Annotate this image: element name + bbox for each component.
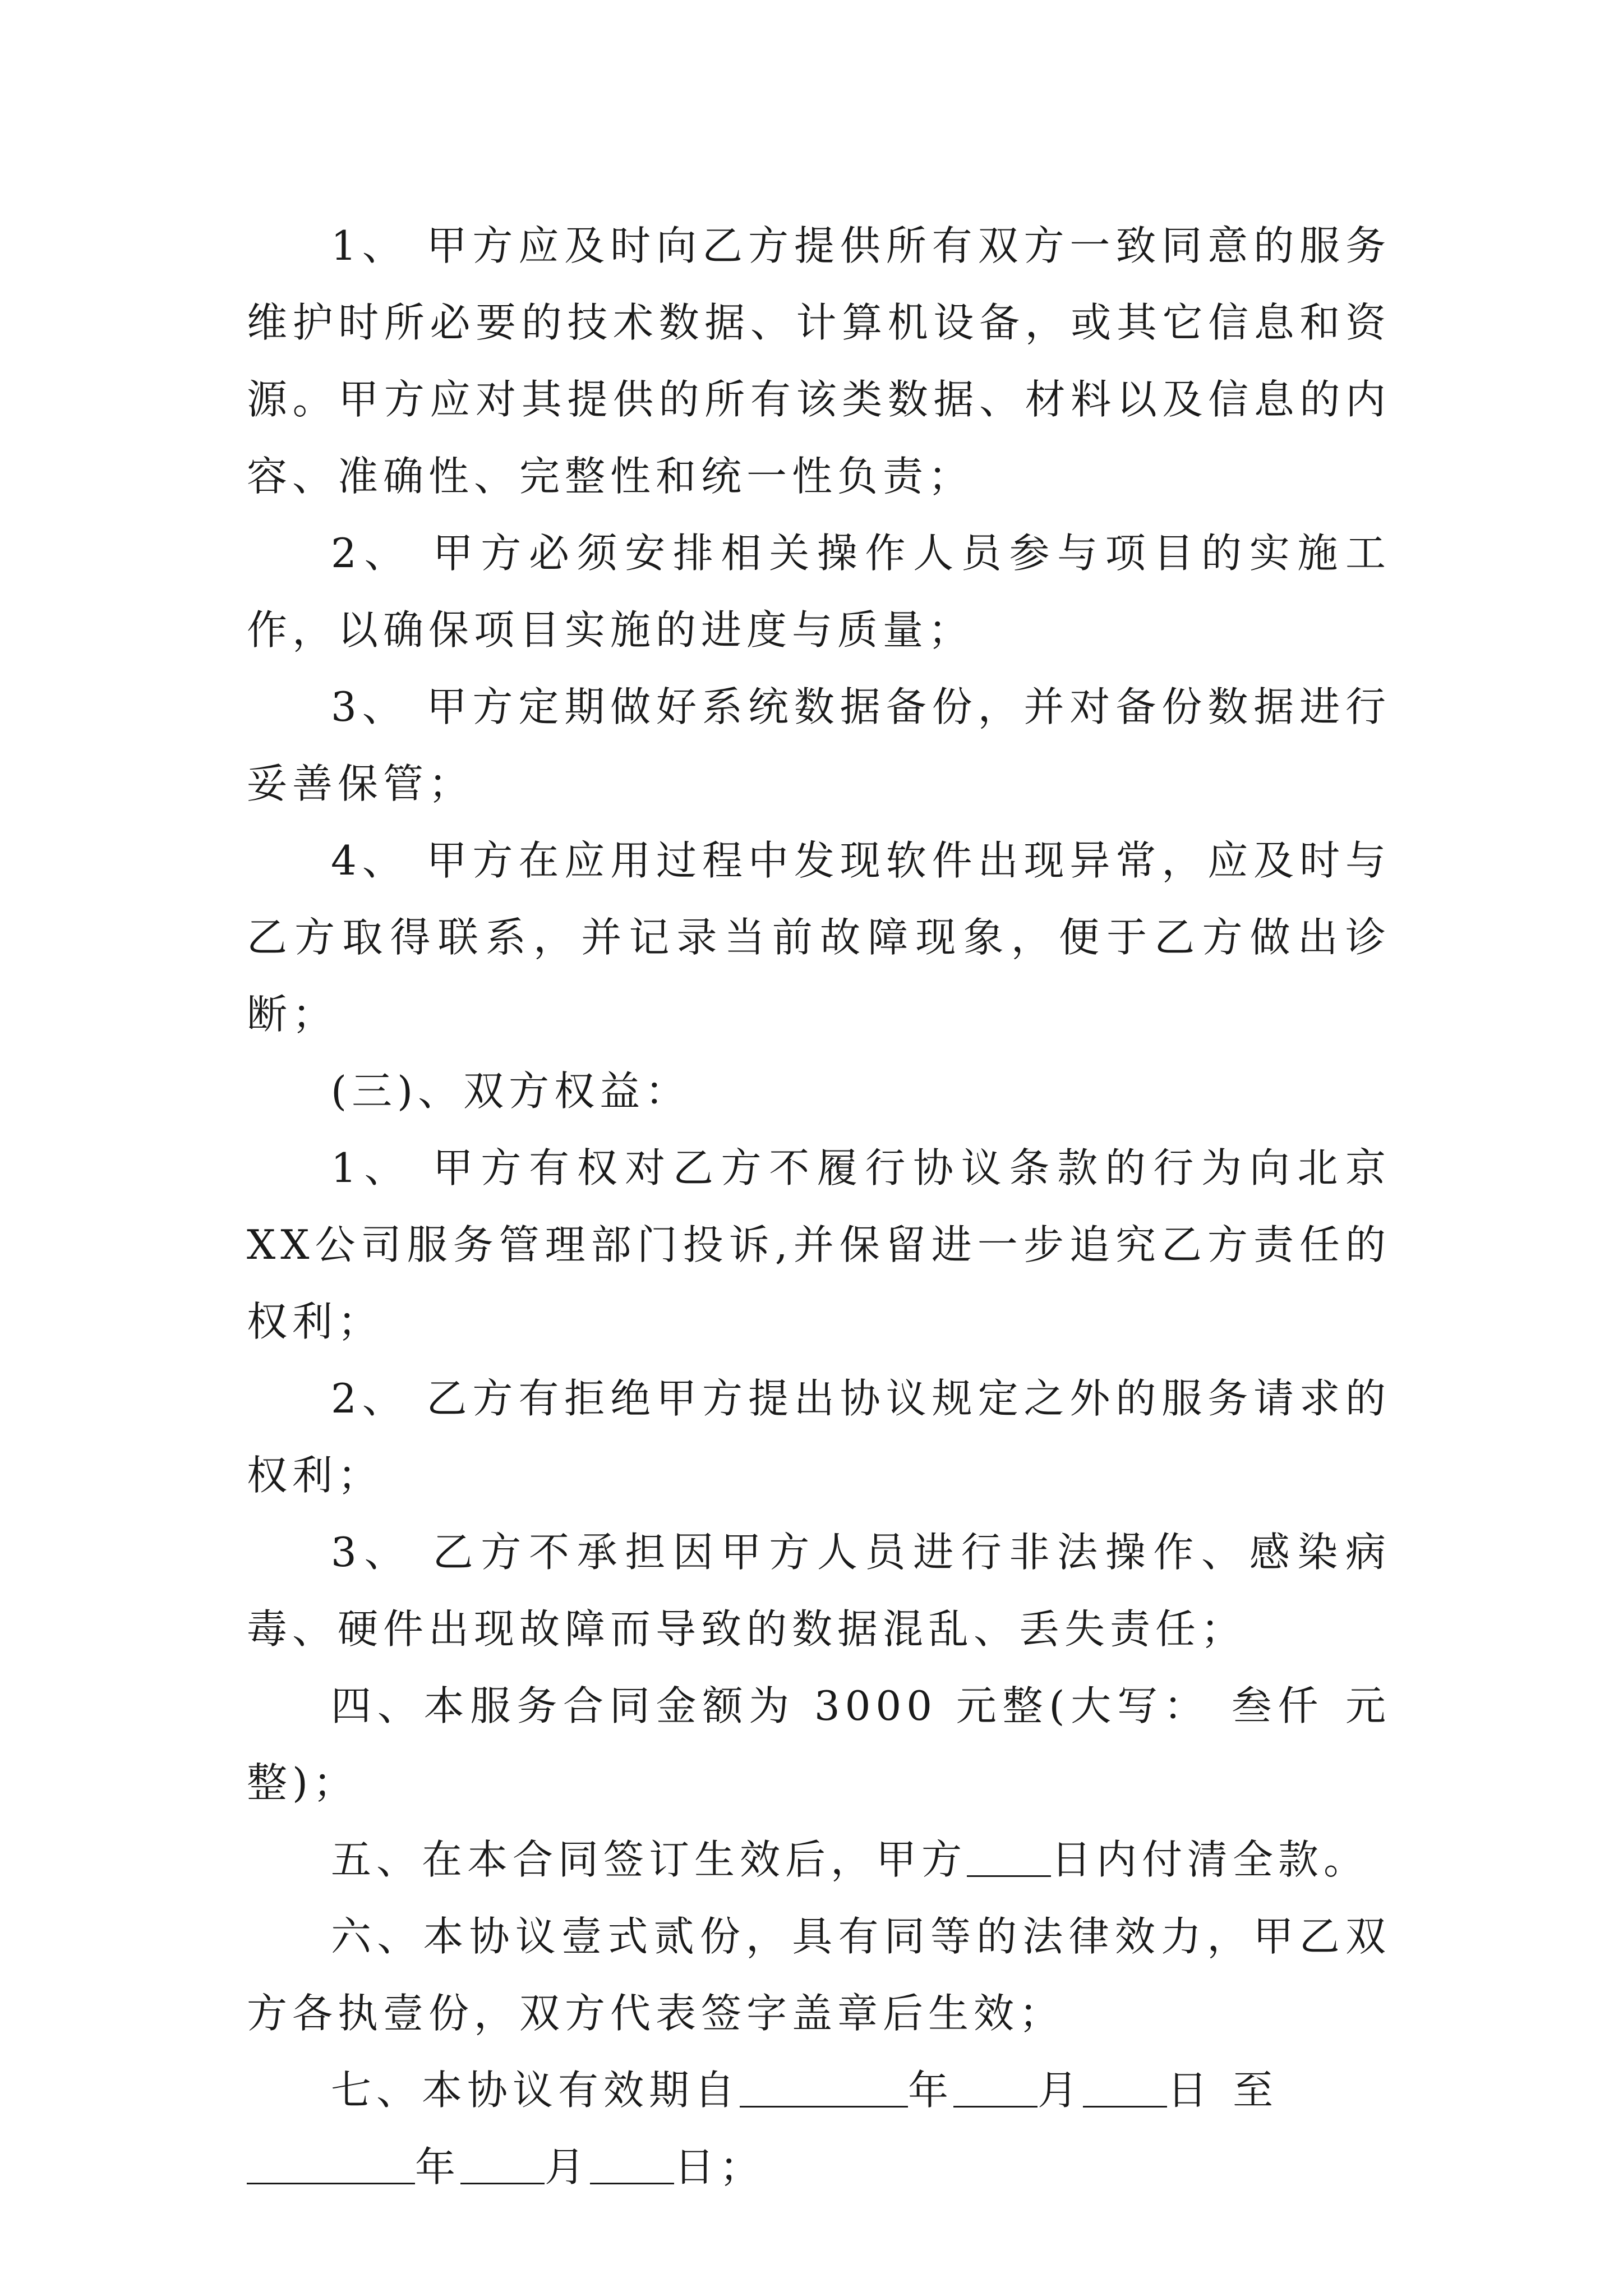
start-month-label: 月 [1038,2067,1083,2114]
to-label: 至 [1233,2067,1279,2114]
start-year-label: 年 [908,2067,954,2114]
amount-in-words: 叁仟 [1230,1682,1325,1729]
start-day-blank[interactable] [1083,2072,1167,2108]
clause-party-a-complaint-right: 1、 甲方有权对乙方不履行协议条款的行为向北京XX公司服务管理部门投诉,并保留进一步追究乙方责任的权利； [247,1144,1391,1345]
start-month-blank[interactable] [953,2072,1038,2108]
payment-text: 五、在本合同签订生效后，甲方 [331,1836,967,1883]
clause-validity-period [247,2052,1391,2206]
clause-payment-term [247,1821,1391,1898]
end-month-blank[interactable] [460,2149,545,2184]
end-year-label: 年 [415,2143,461,2191]
validity-text: 七、本协议有效期自 [331,2067,740,2114]
amount-text-end: 元整)； [247,1682,1391,1806]
payment-text-end: 日内付清全款。 [1051,1836,1370,1883]
clause-party-a-assign-staff: 2、 甲方必须安排相关操作人员参与项目的实施工作，以确保项目实施的进度与质量； [247,530,1391,654]
payment-days-blank[interactable] [967,1842,1051,1877]
end-semicolon: ； [720,2143,766,2191]
clause-contract-amount [247,1668,1391,1821]
clause-party-a-provide-data: 1、 甲方应及时向乙方提供所有双方一致同意的服务维护时所必要的技术数据、计算机设备，或其它信息和资源。甲方应对其提供的所有该类数据、材料以及信息的内容、准确性、完整性和统一性负责； [247,222,1391,500]
end-day-label: 日 [674,2143,720,2191]
clause-copies: 六、本协议壹式贰份，具有同等的法律效力，甲乙双方各执壹份，双方代表签字盖章后生效； [247,1913,1391,2037]
section-heading-rights: (三)、双方权益： [331,1068,691,1115]
start-day-label: 日 [1167,2067,1213,2114]
end-day-blank[interactable] [590,2149,674,2184]
clause-party-b-refuse-right: 2、 乙方有拒绝甲方提出协议规定之外的服务请求的权利； [247,1375,1391,1499]
clause-party-b-liability-exclusion: 3、 乙方不承担因甲方人员进行非法操作、感染病毒、硬件出现故障而导致的数据混乱、丢失责任； [247,1529,1391,1653]
start-year-blank[interactable] [740,2072,908,2108]
clause-party-a-report-issues: 4、 甲方在应用过程中发现软件出现异常，应及时与乙方取得联系，并记录当前故障现象，便于乙方做出诊断； [247,837,1391,1038]
end-year-blank[interactable] [247,2149,415,2184]
end-month-label: 月 [545,2143,591,2191]
document-page [247,208,1391,2206]
clause-party-a-backup: 3、 甲方定期做好系统数据备份，并对备份数据进行妥善保管； [247,683,1391,807]
amount-text: 四、本服务合同金额为 3000 元整(大写： [331,1682,1210,1729]
